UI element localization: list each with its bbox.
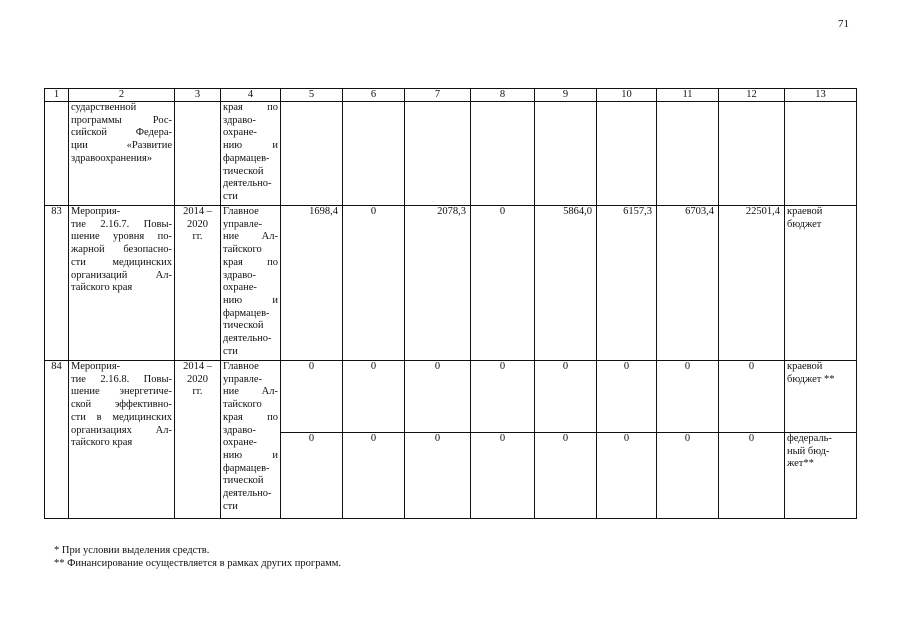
- value-cell: 2078,3: [405, 206, 471, 361]
- column-header: 1: [45, 89, 69, 102]
- column-header: 2: [69, 89, 175, 102]
- value-cell: 0: [471, 361, 535, 433]
- value-cell: 0: [719, 433, 785, 519]
- value-cell: 22501,4: [719, 206, 785, 361]
- measure-name-cell: Мероприя- тие 2.16.7. Повы- шение уровня по- жарной безопасно- сти медицинских организаций Ал- тайского края: [69, 206, 175, 361]
- value-cell: 5864,0: [535, 206, 597, 361]
- column-header: 9: [535, 89, 597, 102]
- column-header: 8: [471, 89, 535, 102]
- value-cell: 0: [281, 433, 343, 519]
- program-table: [44, 88, 857, 519]
- column-header: 11: [657, 89, 719, 102]
- column-header: 7: [405, 89, 471, 102]
- value-cell: 1698,4: [281, 206, 343, 361]
- value-cell: 0: [405, 361, 471, 433]
- executor-cell: края по здраво- охране- нию и фармацев- тической деятельно- сти: [221, 102, 281, 206]
- funding-source-cell: краевой бюджет **: [785, 361, 857, 433]
- page-number: 71: [838, 18, 849, 30]
- measure-name-cell: Мероприя- тие 2.16.8. Повы- шение энергетиче- ской эффективно- сти в медицинских организациях Ал- тайского края: [69, 361, 175, 519]
- table-row-continuation: [45, 102, 857, 206]
- value-cell: 0: [719, 361, 785, 433]
- column-header: 6: [343, 89, 405, 102]
- value-cell: 6703,4: [657, 206, 719, 361]
- column-header: 5: [281, 89, 343, 102]
- column-header: 13: [785, 89, 857, 102]
- value-cell: 0: [343, 433, 405, 519]
- value-cell: 0: [281, 361, 343, 433]
- funding-source-cell: федераль- ный бюд- жет**: [785, 433, 857, 519]
- footnote: * При условии выделения средств.: [54, 545, 210, 556]
- value-cell: 0: [535, 361, 597, 433]
- column-header: 4: [221, 89, 281, 102]
- footnotes: [54, 544, 341, 570]
- period-cell: 2014 – 2020 гг.: [175, 206, 221, 361]
- value-cell: 0: [597, 433, 657, 519]
- value-cell: 0: [471, 206, 535, 361]
- column-header: 12: [719, 89, 785, 102]
- executor-cell: Главное управле- ние Ал- тайского края по здраво- охране- нию и фармацев- тической деятельно- сти: [221, 206, 281, 361]
- footnote: ** Финансирование осуществляется в рамках других программ.: [54, 558, 342, 569]
- row-number: 83: [45, 206, 69, 361]
- table-header-row: [45, 89, 857, 102]
- funding-source-cell: краевой бюджет: [785, 206, 857, 361]
- value-cell: 6157,3: [597, 206, 657, 361]
- table-row-83: [45, 206, 857, 361]
- period-cell: 2014 – 2020 гг.: [175, 361, 221, 519]
- measure-name-cell: сударственной программы Рос- сийской Федера- ции «Развитие здравоохранения»: [69, 102, 175, 206]
- column-header: 10: [597, 89, 657, 102]
- executor-cell: Главное управле- ние Ал- тайского края по здраво- охране- нию и фармацев- тической деятельно- сти: [221, 361, 281, 519]
- value-cell: 0: [657, 433, 719, 519]
- value-cell: 0: [343, 361, 405, 433]
- value-cell: 0: [535, 433, 597, 519]
- value-cell: 0: [597, 361, 657, 433]
- value-cell: 0: [343, 206, 405, 361]
- value-cell: 0: [471, 433, 535, 519]
- column-header: 3: [175, 89, 221, 102]
- table-row-84: [45, 361, 857, 433]
- row-number: 84: [45, 361, 69, 519]
- value-cell: 0: [405, 433, 471, 519]
- value-cell: 0: [657, 361, 719, 433]
